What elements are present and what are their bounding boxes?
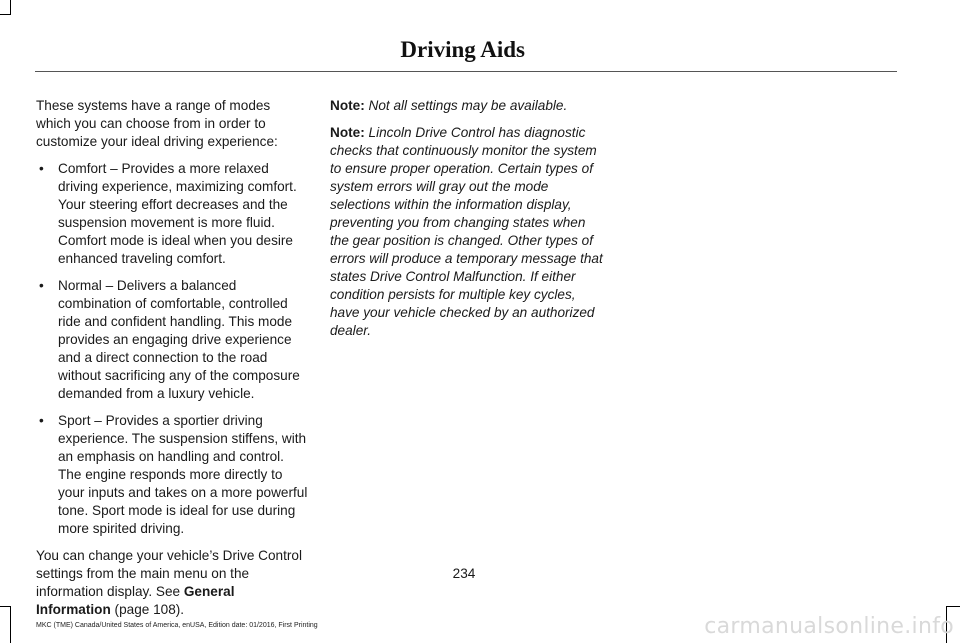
list-item <box>36 160 308 268</box>
bullet-icon: • <box>39 278 44 293</box>
section-title: Driving Aids <box>400 37 525 62</box>
header-divider <box>35 71 897 72</box>
note-label: Note: <box>330 98 365 113</box>
note-text: Lincoln Drive Control has diagnostic checks that continuously monitor the system to ensure proper operation. Certain types of system errors will gray out the mode selections within the information display, preventing you from changing states when the gear position is changed. Other types of errors will produce a temporary message that states Drive Control Malfunction. If either condition persists for multiple key cycles, have your vehicle checked by an authorized dealer. <box>330 125 603 338</box>
cross-reference-link[interactable]: General Information <box>36 584 235 617</box>
note-paragraph <box>330 124 604 340</box>
list-item-text: Normal – Delivers a balanced combination of comfortable, controlled ride and confident handling. This mode provides an engaging drive experience and a direct connection to the road without sacrificing any of the composure demanded from a luxury vehicle. <box>58 278 300 401</box>
bullet-icon: • <box>39 161 44 176</box>
crop-mark-bottom-left <box>10 606 11 643</box>
list-item-text: Comfort – Provides a more relaxed driving experience, maximizing comfort. Your steering effort decreases and the suspension movement is more fluid. Comfort mode is ideal when you desire enhanced traveling comfort. <box>58 161 297 266</box>
crop-mark-bottom-right <box>946 606 960 607</box>
right-column <box>330 97 604 349</box>
page-reference: (page 108). <box>110 602 185 617</box>
left-column <box>36 97 308 628</box>
page-number: 234 <box>452 566 476 581</box>
intro-paragraph: These systems have a range of modes which you can choose from in order to customize your ideal driving experience: <box>36 98 278 149</box>
footer-edition-info: MKC (TME) Canada/United States of America, enUSA, Edition date: 01/2016, First Printing <box>36 622 318 629</box>
note-paragraph <box>330 97 604 115</box>
mode-list <box>36 160 308 538</box>
bullet-icon: • <box>39 413 44 428</box>
closing-paragraph <box>36 547 308 619</box>
list-item <box>36 412 308 538</box>
watermark: carmanualsonline.info <box>704 614 954 639</box>
note-text: Not all settings may be available. <box>364 98 568 113</box>
list-item-text: Sport – Provides a sportier driving experience. The suspension stiffens, with an emphasis on handling and control. The engine responds more directly to your inputs and takes on a more powerful tone. Sport mode is ideal for use during more spirited driving. <box>58 413 308 536</box>
crop-mark-top-left <box>10 0 11 14</box>
crop-mark-bottom-left <box>0 606 11 607</box>
list-item <box>36 277 308 403</box>
crop-mark-top-left <box>0 14 11 15</box>
closing-text: You can change your vehicle’s Drive Control settings from the main menu on the information display. See <box>36 548 302 599</box>
note-label: Note: <box>330 125 365 140</box>
